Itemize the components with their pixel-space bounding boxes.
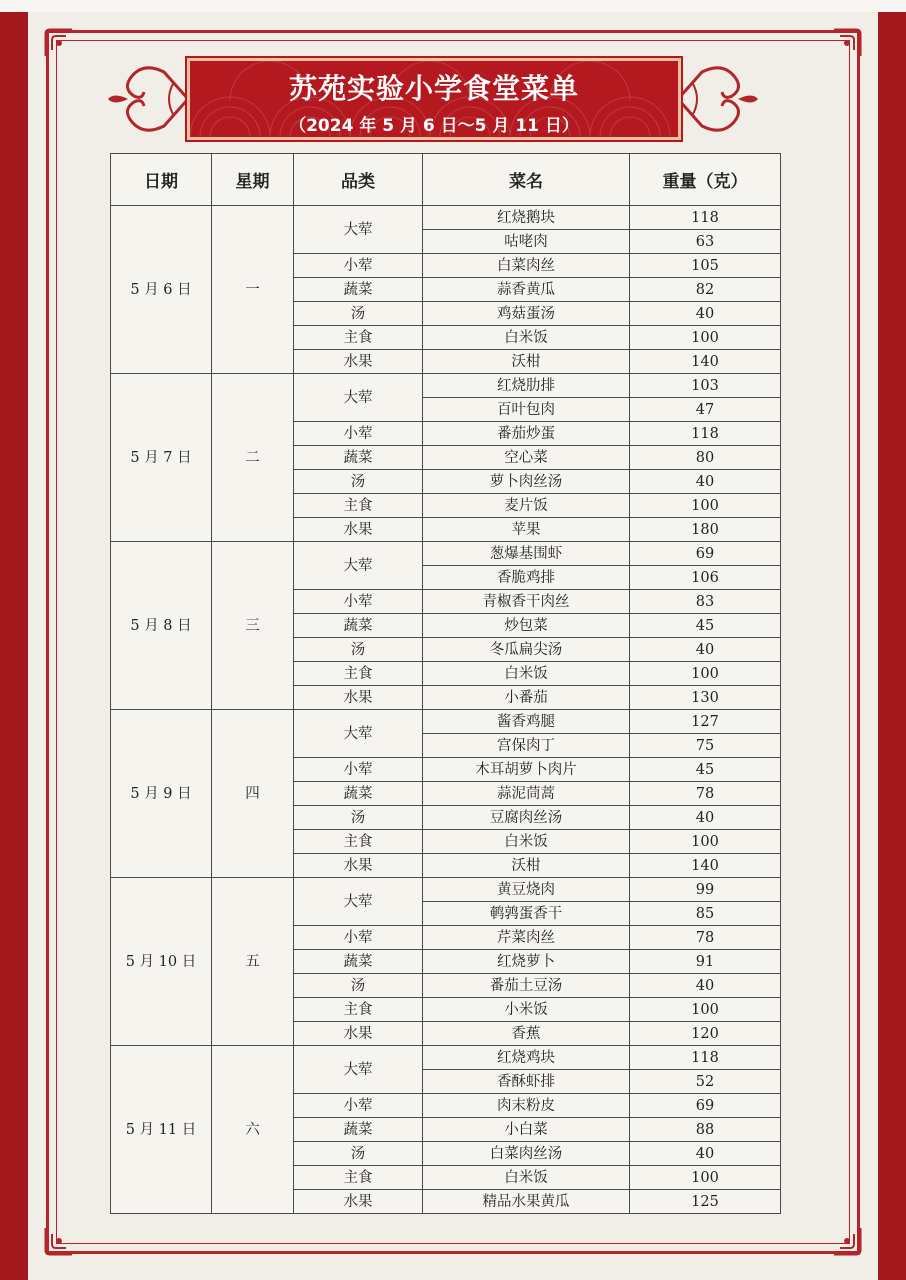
category-cell: 水果 (294, 854, 423, 878)
dish-cell: 香脆鸡排 (423, 566, 630, 590)
weight-cell: 120 (630, 1022, 781, 1046)
weekday-cell: 四 (212, 710, 294, 878)
category-cell: 汤 (294, 302, 423, 326)
dish-cell: 炒包菜 (423, 614, 630, 638)
weight-cell: 103 (630, 374, 781, 398)
menu-table (110, 153, 781, 1214)
weight-cell: 99 (630, 878, 781, 902)
date-cell: 5 月 8 日 (111, 542, 212, 710)
dish-cell: 精品水果黄瓜 (423, 1190, 630, 1214)
weight-cell: 40 (630, 470, 781, 494)
weight-cell: 40 (630, 974, 781, 998)
scroll-ornament-right-icon (676, 62, 762, 136)
weight-cell: 75 (630, 734, 781, 758)
category-cell: 汤 (294, 806, 423, 830)
category-cell: 蔬菜 (294, 278, 423, 302)
dish-cell: 黄豆烧肉 (423, 878, 630, 902)
weight-cell: 88 (630, 1118, 781, 1142)
dish-cell: 麦片饭 (423, 494, 630, 518)
category-cell: 小荤 (294, 590, 423, 614)
weight-cell: 63 (630, 230, 781, 254)
weight-cell: 127 (630, 710, 781, 734)
dish-cell: 百叶包肉 (423, 398, 630, 422)
dish-cell: 红烧萝卜 (423, 950, 630, 974)
category-cell: 主食 (294, 998, 423, 1022)
date-cell: 5 月 9 日 (111, 710, 212, 878)
table-row (111, 1046, 781, 1070)
category-cell: 小荤 (294, 422, 423, 446)
category-cell: 蔬菜 (294, 614, 423, 638)
dish-cell: 沃柑 (423, 350, 630, 374)
table-header-row (111, 154, 781, 206)
dish-cell: 番茄炒蛋 (423, 422, 630, 446)
table-row (111, 374, 781, 398)
category-cell: 蔬菜 (294, 950, 423, 974)
weight-cell: 125 (630, 1190, 781, 1214)
weekday-cell: 三 (212, 542, 294, 710)
dish-cell: 芹菜肉丝 (423, 926, 630, 950)
weekday-cell: 二 (212, 374, 294, 542)
weight-cell: 78 (630, 782, 781, 806)
category-cell: 小荤 (294, 758, 423, 782)
category-cell: 大荤 (294, 878, 423, 926)
weight-cell: 180 (630, 518, 781, 542)
dish-cell: 蒜香黄瓜 (423, 278, 630, 302)
weekday-cell: 五 (212, 878, 294, 1046)
category-cell: 主食 (294, 494, 423, 518)
dish-cell: 沃柑 (423, 854, 630, 878)
header-dish: 菜名 (423, 154, 630, 206)
menu-table-body (111, 206, 781, 1214)
header-date: 日期 (111, 154, 212, 206)
weight-cell: 52 (630, 1070, 781, 1094)
weight-cell: 100 (630, 662, 781, 686)
weight-cell: 45 (630, 614, 781, 638)
category-cell: 蔬菜 (294, 782, 423, 806)
weight-cell: 85 (630, 902, 781, 926)
dish-cell: 空心菜 (423, 446, 630, 470)
category-cell: 汤 (294, 470, 423, 494)
category-cell: 小荤 (294, 926, 423, 950)
dish-cell: 冬瓜扁尖汤 (423, 638, 630, 662)
weight-cell: 106 (630, 566, 781, 590)
weight-cell: 105 (630, 254, 781, 278)
top-strip (0, 0, 906, 12)
dish-cell: 香蕉 (423, 1022, 630, 1046)
date-range-subtitle: （2024 年 5 月 6 日～5 月 11 日） (289, 116, 579, 136)
date-cell: 5 月 10 日 (111, 878, 212, 1046)
date-cell: 5 月 11 日 (111, 1046, 212, 1214)
dish-cell: 番茄土豆汤 (423, 974, 630, 998)
dish-cell: 红烧肋排 (423, 374, 630, 398)
page-title: 苏苑实验小学食堂菜单 (288, 72, 579, 105)
table-row (111, 206, 781, 230)
weight-cell: 78 (630, 926, 781, 950)
dish-cell: 酱香鸡腿 (423, 710, 630, 734)
category-cell: 主食 (294, 1166, 423, 1190)
weight-cell: 40 (630, 302, 781, 326)
weight-cell: 140 (630, 854, 781, 878)
category-cell: 大荤 (294, 710, 423, 758)
weight-cell: 140 (630, 350, 781, 374)
weight-cell: 130 (630, 686, 781, 710)
header-category: 品类 (294, 154, 423, 206)
category-cell: 水果 (294, 1190, 423, 1214)
category-cell: 水果 (294, 686, 423, 710)
dish-cell: 萝卜肉丝汤 (423, 470, 630, 494)
dish-cell: 小番茄 (423, 686, 630, 710)
weight-cell: 83 (630, 590, 781, 614)
category-cell: 汤 (294, 1142, 423, 1166)
weight-cell: 118 (630, 1046, 781, 1070)
dish-cell: 红烧鹅块 (423, 206, 630, 230)
weekday-cell: 一 (212, 206, 294, 374)
corner-ornament-icon (42, 1224, 76, 1258)
corner-ornament-icon (42, 26, 76, 60)
title-banner (187, 58, 681, 140)
dish-cell: 白菜肉丝 (423, 254, 630, 278)
dish-cell: 咕咾肉 (423, 230, 630, 254)
header-weekday: 星期 (212, 154, 294, 206)
category-cell: 小荤 (294, 1094, 423, 1118)
left-red-border (0, 12, 28, 1280)
dish-cell: 青椒香干肉丝 (423, 590, 630, 614)
category-cell: 水果 (294, 518, 423, 542)
category-cell: 汤 (294, 974, 423, 998)
dish-cell: 苹果 (423, 518, 630, 542)
weight-cell: 118 (630, 422, 781, 446)
dish-cell: 肉末粉皮 (423, 1094, 630, 1118)
category-cell: 主食 (294, 662, 423, 686)
category-cell: 主食 (294, 326, 423, 350)
weight-cell: 82 (630, 278, 781, 302)
weight-cell: 100 (630, 1166, 781, 1190)
weight-cell: 40 (630, 638, 781, 662)
dish-cell: 葱爆基围虾 (423, 542, 630, 566)
dish-cell: 白米饭 (423, 326, 630, 350)
category-cell: 大荤 (294, 542, 423, 590)
weight-cell: 100 (630, 326, 781, 350)
dish-cell: 木耳胡萝卜肉片 (423, 758, 630, 782)
weight-cell: 80 (630, 446, 781, 470)
category-cell: 大荤 (294, 206, 423, 254)
table-row (111, 710, 781, 734)
category-cell: 主食 (294, 830, 423, 854)
dish-cell: 白米饭 (423, 830, 630, 854)
weight-cell: 40 (630, 1142, 781, 1166)
weight-cell: 118 (630, 206, 781, 230)
date-cell: 5 月 6 日 (111, 206, 212, 374)
category-cell: 大荤 (294, 374, 423, 422)
weight-cell: 45 (630, 758, 781, 782)
dish-cell: 蒜泥茼蒿 (423, 782, 630, 806)
dish-cell: 豆腐肉丝汤 (423, 806, 630, 830)
dish-cell: 小白菜 (423, 1118, 630, 1142)
dish-cell: 小米饭 (423, 998, 630, 1022)
header-weight: 重量（克） (630, 154, 781, 206)
weekday-cell: 六 (212, 1046, 294, 1214)
corner-ornament-icon (830, 26, 864, 60)
table-row (111, 878, 781, 902)
corner-ornament-icon (830, 1224, 864, 1258)
category-cell: 水果 (294, 1022, 423, 1046)
dish-cell: 宫保肉丁 (423, 734, 630, 758)
scroll-ornament-left-icon (104, 62, 190, 136)
weight-cell: 47 (630, 398, 781, 422)
category-cell: 汤 (294, 638, 423, 662)
dish-cell: 鹌鹑蛋香干 (423, 902, 630, 926)
weight-cell: 69 (630, 1094, 781, 1118)
weight-cell: 91 (630, 950, 781, 974)
right-red-border (878, 12, 906, 1280)
dish-cell: 鸡菇蛋汤 (423, 302, 630, 326)
dish-cell: 白菜肉丝汤 (423, 1142, 630, 1166)
date-cell: 5 月 7 日 (111, 374, 212, 542)
category-cell: 蔬菜 (294, 446, 423, 470)
category-cell: 蔬菜 (294, 1118, 423, 1142)
weight-cell: 100 (630, 998, 781, 1022)
weight-cell: 100 (630, 830, 781, 854)
dish-cell: 白米饭 (423, 1166, 630, 1190)
dish-cell: 香酥虾排 (423, 1070, 630, 1094)
category-cell: 水果 (294, 350, 423, 374)
dish-cell: 白米饭 (423, 662, 630, 686)
weight-cell: 40 (630, 806, 781, 830)
category-cell: 大荤 (294, 1046, 423, 1094)
table-row (111, 542, 781, 566)
dish-cell: 红烧鸡块 (423, 1046, 630, 1070)
weight-cell: 69 (630, 542, 781, 566)
weight-cell: 100 (630, 494, 781, 518)
category-cell: 小荤 (294, 254, 423, 278)
